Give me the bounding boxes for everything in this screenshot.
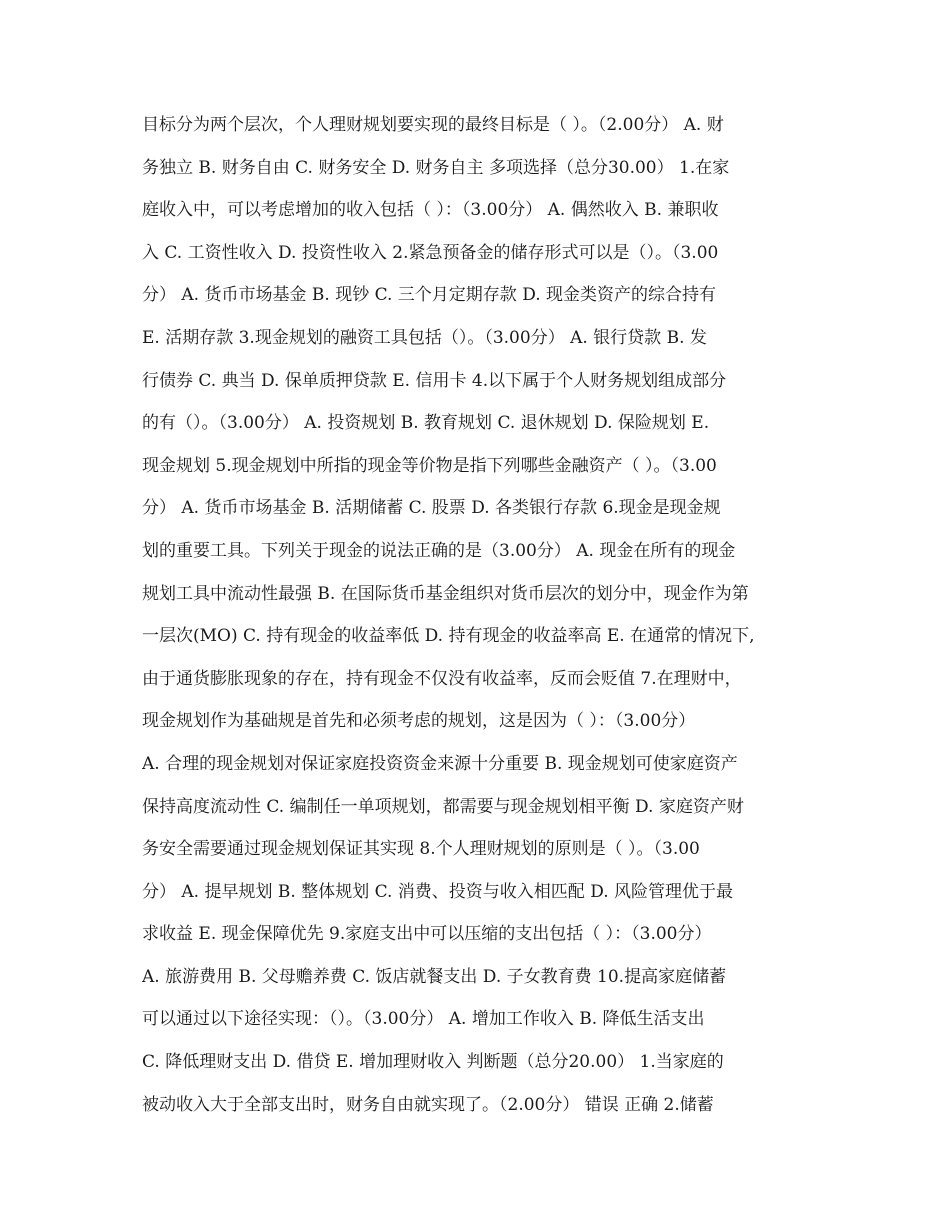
- text-line: 分） A. 提早规划 B. 整体规划 C. 消费、投资与收入相匹配 D. 风险管理优于最: [142, 881, 734, 902]
- text-line: 分） A. 货币市场基金 B. 现钞 C. 三个月定期存款 D. 现金类资产的综合持有: [142, 285, 717, 306]
- text-line: A. 旅游费用 B. 父母赡养费 C. 饭店就餐支出 D. 子女教育费 10.提高家庭储蓄: [142, 966, 727, 987]
- text-line: 由于通货膨胀现象的存在，持有现金不仅没有收益率，反而会贬值 7.在理财中，: [142, 668, 742, 689]
- text-line: 可以通过以下途径实现：（）。（3.00分） A. 增加工作收入 B. 降低生活支出: [142, 1009, 705, 1030]
- text-line: 现金规划作为基础规是首先和必须考虑的规划，这是因为（ ）：（3.00分）: [142, 711, 696, 732]
- text-line: 划的重要工具。下列关于现金的说法正确的是（3.00分） A. 现金在所有的现金: [142, 540, 736, 561]
- text-line: 务安全需要通过现金规划保证其实现 8.个人理财规划的原则是（ ）。（3.00: [142, 839, 700, 860]
- text-line: 一层次(MO) C. 持有现金的收益率低 D. 持有现金的收益率高 E. 在通常的情况下,: [142, 626, 755, 647]
- document-body: [142, 110, 822, 1132]
- text-line: C. 降低理财支出 D. 借贷 E. 增加理财收入 判断题（总分20.00） 1.当家庭的: [142, 1052, 724, 1073]
- text-line: 分） A. 货币市场基金 B. 活期储蓄 C. 股票 D. 各类银行存款 6.现金是现金规: [142, 498, 721, 519]
- text-line: 被动收入大于全部支出时，财务自由就实现了。（2.00分） 错误 正确 2.储蓄: [142, 1094, 714, 1115]
- text-line: 现金规划 5.现金规划中所指的现金等价物是指下列哪些金融资产（ ）。（3.00: [142, 455, 717, 476]
- text-line: 的有（）。（3.00分） A. 投资规划 B. 教育规划 C. 退休规划 D. 保险规划 E.: [142, 413, 710, 434]
- text-line: 务独立 B. 财务自由 C. 财务安全 D. 财务自主 多项选择（总分30.00） 1.在家: [142, 157, 730, 178]
- text-line: 规划工具中流动性最强 B. 在国际货币基金组织对货币层次的划分中，现金作为第: [142, 583, 749, 604]
- text-line: E. 活期存款 3.现金规划的融资工具包括（）。（3.00分） A. 银行贷款 B. 发: [142, 327, 707, 348]
- text-line: A. 合理的现金规划对保证家庭投资资金来源十分重要 B. 现金规划可使家庭资产: [142, 753, 738, 774]
- text-line: 目标分为两个层次，个人理财规划要实现的最终目标是（ ）。（2.00分） A. 财: [142, 115, 724, 135]
- text-line: 庭收入中，可以考虑增加的收入包括（ ）：（3.00分） A. 偶然收入 B. 兼职收: [142, 200, 719, 221]
- text-line: 保持高度流动性 C. 编制任一单项规划，都需要与现金规划相平衡 D. 家庭资产财: [142, 796, 744, 817]
- text-line: 求收益 E. 现金保障优先 9.家庭支出中可以压缩的支出包括（ ）：（3.00分）: [142, 924, 712, 945]
- text-line: 入 C. 工资性收入 D. 投资性收入 2.紧急预备金的储存形式可以是（）。（3.00: [142, 242, 719, 263]
- text-line: 行债券 C. 典当 D. 保单质押贷款 E. 信用卡 4.以下属于个人财务规划组成部分: [142, 370, 727, 391]
